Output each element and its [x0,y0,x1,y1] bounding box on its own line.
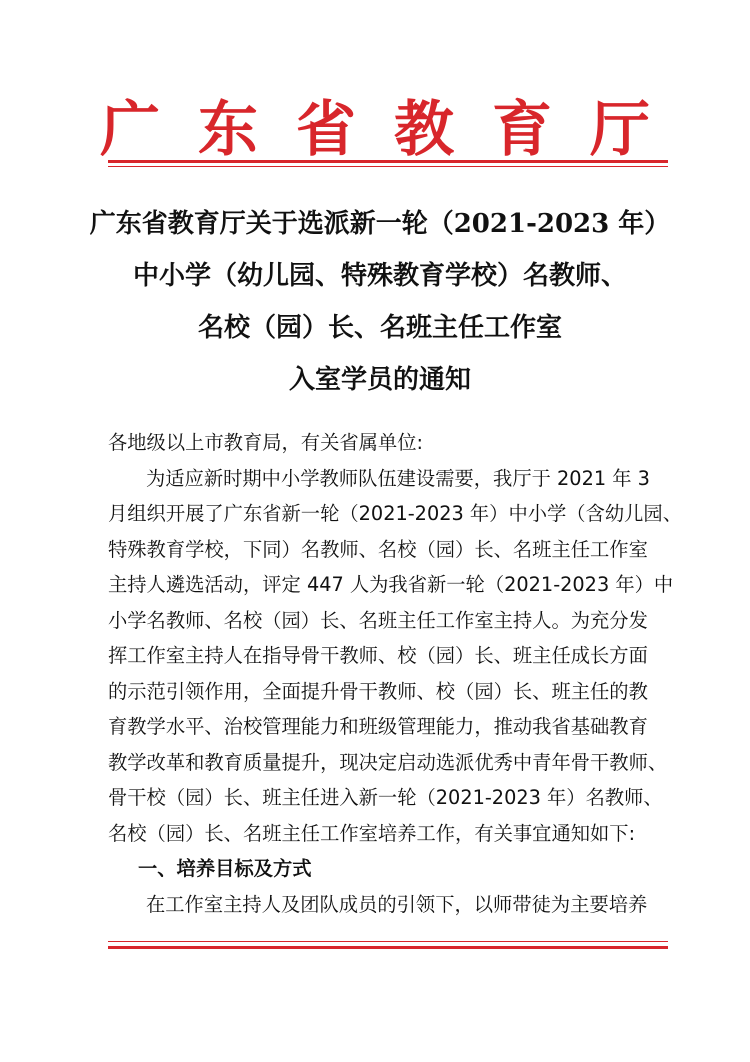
paragraph-line: 骨干校（园）长、班主任进入新一轮（2021-2023 年）名教师、 [108,786,663,809]
title-line-2: 中小学（幼儿园、特殊教育学校）名教师、 [132,261,627,291]
paragraph-line: 教学改革和教育质量提升，现决定启动选派优秀中青年骨干教师、 [108,750,668,774]
title-line-4: 入室学员的通知 [288,365,471,395]
salutation: 各地级以上市教育局，有关省属单位: [108,431,423,454]
section-1-first-line: 在工作室主持人及团队成员的引领下，以师带徒为主要培养 [146,892,648,916]
paragraph-line: 小学名教师、名校（园）长、名班主任工作室主持人。为充分发 [108,608,648,632]
paragraph-line: 名校（园）长、名班主任工作室培养工作，有关事宜通知如下: [108,821,636,845]
letterhead [0,82,750,168]
paragraph-line: 为适应新时期中小学教师队伍建设需要，我厅于 2021 年 3 [146,466,650,490]
section-1-heading: 一、培养目标及方式 [138,857,312,880]
paragraph-line: 挥工作室主持人在指导骨干教师、校（园）长、班主任成长方面 [108,644,648,667]
letterhead-org-name: 广东省教育厅 [100,95,688,165]
paragraph-line: 月组织开展了广东省新一轮（2021-2023 年）中小学（含幼儿园、 [108,502,682,525]
title-line-3: 名校（园）长、名班主任工作室 [197,313,562,343]
paragraph-line: 主持人遴选活动，评定 447 人为我省新一轮（2021-2023 年）中 [108,573,674,596]
paragraph-line: 特殊教育学校，下同）名教师、名校（园）长、名班主任工作室 [108,537,648,561]
footer-rule-thin [108,941,668,942]
document-body [108,425,682,922]
letterhead-rule-thin [108,166,668,167]
title-line-1: 广东省教育厅关于选派新一轮（2021-2023 年） [89,209,671,239]
letterhead-rule-thick [108,160,668,163]
document-title [80,198,680,406]
paragraph-line: 的示范引领作用，全面提升骨干教师、校（园）长、班主任的教 [108,679,648,703]
paragraph-line: 育教学水平、治校管理能力和班级管理能力，推动我省基础教育 [108,715,648,738]
footer-rule-thick [108,946,668,949]
paragraph-1 [108,461,682,852]
